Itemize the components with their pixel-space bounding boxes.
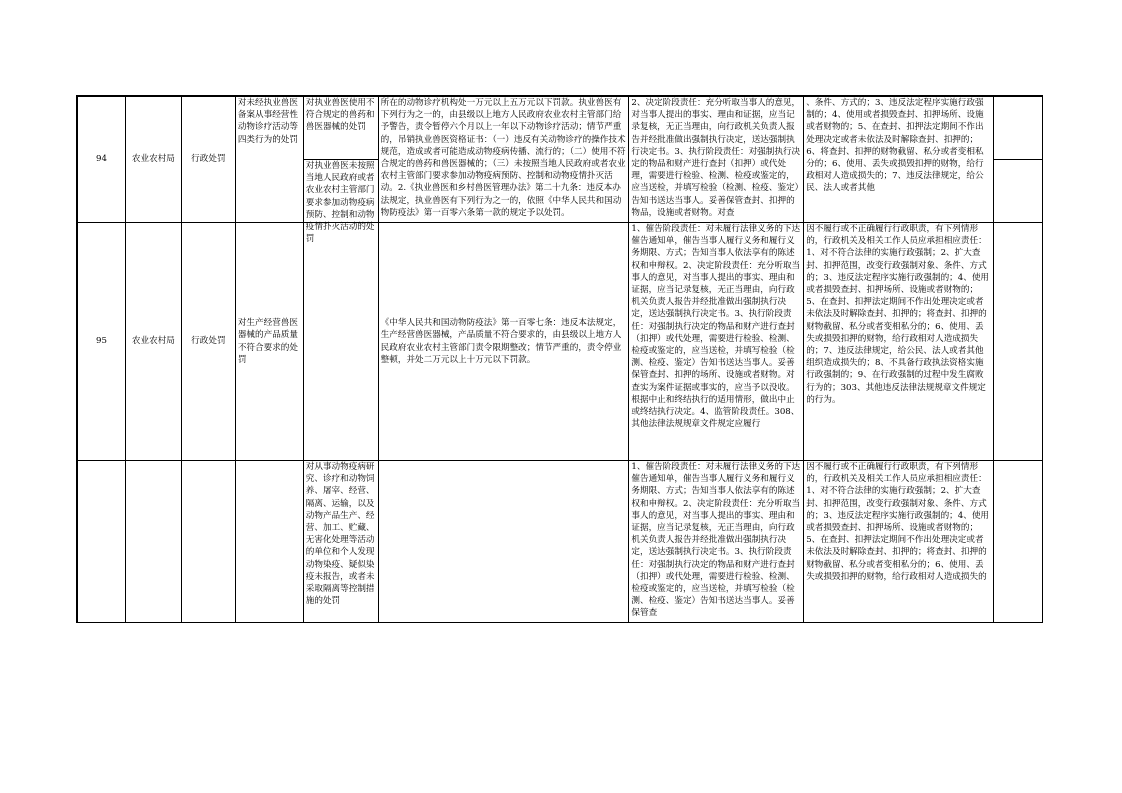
rights-responsibility-table (76, 95, 1043, 623)
table (77, 96, 1043, 623)
department-cell (125, 461, 181, 623)
table-row (78, 97, 1043, 160)
accountability-cell (804, 97, 994, 223)
duty-cell (629, 97, 804, 223)
accountability-text: 因不履行或不正确履行行政职责，有下列情形的，行政机关及相关工作人员应承担相应责任：1、对不符合法律的实施行政强制；2、扩大查封、扣押范围，改变行政强制对象、条件、方式的；3、违反法定程序实施行政强制的；4、使用或者损毁查封、扣押场所、设施或者财物的；5、在查封、扣押法定期间不作出处理决定或者未依法及时解除查封、扣押的；将查封、扣押的财物截留、私分或者变相私分的；6、使用、丢失或损毁扣押的财物，给行政相对人造成损失的 (806, 462, 990, 582)
duty-cell (629, 461, 804, 623)
accountability-text: 因不履行或不正确履行行政职责，有下列情形的，行政机关及相关工作人员应承担相应责任：1、对不符合法律的实施行政强制；2、扩大查封、扣押范围，改变行政强制对象、条件、方式的；3、违反法定程序实施行政强制的；4、使用或者损毁查封、扣押场所、设施或者财物的；5、在查封、扣押法定期间不作出处理决定或者未依法及时解除查封、扣押的；将查封、扣押的财物截留、私分或者变相私分的；6、使用、丢失或损毁扣押的财物，给行政相对人造成损失的；7、违反法律规定，给公民、法人或者其他组织造成损失的；8、不具备行政执法资格实施行政强制的；9、在行政强制的过程中发生腐败行为的；303、其他违反法律法规规章文件规定的行为。 (806, 224, 990, 405)
accountability-cell (804, 461, 994, 623)
note-cell (993, 97, 1042, 160)
basis-cell (378, 97, 629, 223)
basis-cell: 《中华人民共和国动物防疫法》第一百零七条：违反本法规定，生产经营兽医器械，产品质量不符合要求的，由县级以上地方人民政府农业农村主管部门责令限期整改；情节严重的，责令停业整顿，并处二万元以上十万元以下罚款。 (378, 223, 629, 461)
sub-item-a: 对从事动物疫病研究、诊疗和动物饲养、屠宰、经营、隔离、运输，以及动物产品生产、经营、加工、贮藏、无害化处理等活动的单位和个人发现动物染疫、疑似染疫未报告，或者未采取隔离等控制措施的处罚 (305, 462, 375, 607)
note-cell (993, 223, 1042, 461)
table-row (78, 223, 1043, 461)
duty-text: 2、决定阶段责任：充分听取当事人的意见，对当事人提出的事实、理由和证据，应当记录复核，无正当理由，向行政机关负责人报告并经批准做出强制执行决定，送达强制执行决定书。3、执行阶段责任：对强制执行决定的物品和财产进行查封（扣押）或代处理，需要进行检验、检测、检疫或鉴定的，应当送检，并填写检验（检测、检疫、鉴定）告知书送达当事人。妥善保管查封、扣押的物品，设施或者财物。对查 (631, 98, 801, 218)
row-number: 95 (78, 223, 126, 461)
department-cell: 农业农村局 (125, 97, 181, 223)
note-cell (993, 461, 1042, 623)
sub-item-a: 对执业兽医使用不符合规定的兽药和兽医器械的处罚 (305, 98, 375, 133)
sub-item-b: 对执业兽医未按照当地人民政府或者农业农村主管部门要求参加动物疫病预防、控制和动物疫情扑灭活动的处罚 (305, 161, 375, 245)
sub-item-cell (303, 461, 378, 623)
type-cell: 行政处罚 (181, 223, 235, 461)
row-number (78, 461, 126, 623)
sub-item-cell (303, 223, 378, 461)
sub-item-cell (303, 97, 378, 160)
row-number: 94 (78, 97, 126, 223)
note-cell (993, 160, 1042, 223)
type-cell (181, 461, 235, 623)
item-name-cell (235, 461, 303, 623)
accountability-text: 、条件、方式的；3、违反法定程序实施行政强制的；4、使用或者损毁查封、扣押场所、设施或者财物的；5、在查封、扣押法定期间不作出处理决定或者未依法及时解除查封、扣押的；6、将查封、扣押的财物截留、私分或者变相私分的；6、使用、丢失或损毁扣押的财物，给行政相对人造成损失的；7、违反法律规定，给公民、法人或者其他 (806, 98, 984, 194)
type-cell: 行政处罚 (181, 97, 235, 223)
accountability-cell (804, 223, 994, 461)
table-row (78, 461, 1043, 623)
department-cell: 农业农村局 (125, 223, 181, 461)
item-name-cell (235, 97, 303, 223)
basis-cell (378, 461, 629, 623)
item-name-cell: 对生产经营兽医器械的产品质量不符合要求的处罚 (235, 223, 303, 461)
item-name: 对未经执业兽医备案从事经营性动物诊疗活动等四类行为的处罚 (237, 98, 298, 145)
duty-cell (629, 223, 804, 461)
basis-text: 所在的动物诊疗机构处一万元以上五万元以下罚款。执业兽医有下列行为之一的，由县级以上地方人民政府农业农村主管部门给予警告，责令暂停六个月以上一年以下动物诊疗活动；情节严重的，吊销执业兽医资格证书：（一）违反有关动物诊疗的操作技术规范，造成或者可能造成动物疫病传播、流行的；（二）使用不符合规定的兽药和兽医器械的；（三）未按照当地人民政府或者农业农村主管部门要求参加动物疫病预防、控制和动物疫情扑灭活动。2.《执业兽医和乡村兽医管理办法》第二十九条：违反本办法规定，执业兽医有下列行为之一的，依照《中华人民共和国动物防疫法》第一百零六条第一款的规定予以处罚。 (380, 98, 626, 218)
duty-text: 1、催告阶段责任：对未履行法律义务的下达催告通知单，催告当事人履行义务和履行义务期限、方式；告知当事人依法享有的陈述权和申辩权。2、决定阶段责任：充分听取当事人的意见，对当事人提出的事实、理由和证据，应当记录复核，无正当理由，向行政机关负责人报告并经批准做出强制执行决定，送达强制执行决定书。3、执行阶段责任：对强制执行决定的物品和财产进行查封（扣押）或代处理，需要进行检验、检测、检疫或鉴定的，应当送检，并填写检验（检测、检疫、鉴定）告知书送达当事人。妥善保管查 (631, 462, 801, 619)
duty-text: 1、催告阶段责任：对未履行法律义务的下达催告通知单，催告当事人履行义务和履行义务期限、方式；告知当事人依法享有的陈述权和申辩权。2、决定阶段责任：充分听取当事人的意见，对当事人提出的事实、理由和证据，应当记录复核，无正当理由，向行政机关负责人报告并经批准做出强制执行决定，送达强制执行决定书。3、执行阶段责任：对强制执行决定的物品和财产进行查封（扣押）或代处理，需要进行检验、检测、检疫或鉴定的，应当送检，并填写检验（检测、检疫、鉴定）告知书送达当事人。妥善保管查封、扣押的场所、设施或者财物。对查实为案件证据或事实的，应当予以没收。根据中止和终结执行的适用情形，做出中止或终结执行决定。4、监管阶段责任。308、其他法律法规规章文件规定应履行 (631, 224, 801, 430)
sub-item-cell (303, 160, 378, 245)
